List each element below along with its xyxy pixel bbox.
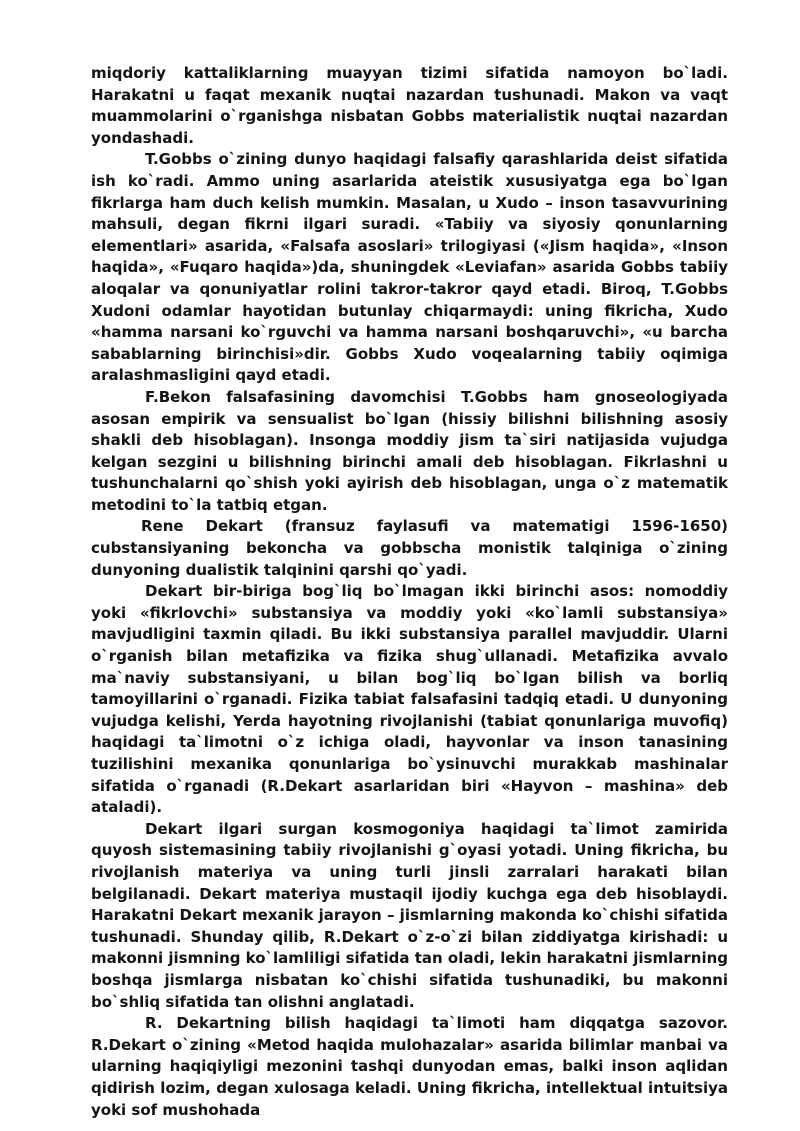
paragraph-dekart-intro: Rene Dekart (fransuz faylasufi va matematigi 1596-1650) cubstansiyaning bekoncha va gobbscha monistik talqiniga o`zining dunyoning dualistik talqinini qarshi qo`yadi. xyxy=(91,517,728,579)
document-body xyxy=(91,63,728,1121)
paragraph-continuation: miqdoriy kattaliklarning muayyan tizimi sifatida namoyon bo`ladi. Harakatni u faqat mexanik nuqtai nazardan tushunadi. Makon va vaqt muammolarini o`rganishga nisbatan Gobbs materialistik nuqtai nazardan yondashadi. xyxy=(91,64,728,147)
paragraph-dekart-cosmogony: Dekart ilgari surgan kosmogoniya haqidagi ta`limot zamirida quyosh sistemasining tabiiy rivojlanishi g`oyasi yotadi. Uning fikricha, bu rivojlanish materiya va uning turli jinsli zarralari harakati bilan belgilanadi. Dekart materiya mustaqil ijodiy kuchga ega deb hisoblaydi. Harakatni Dekart mexanik jarayon – jismlarning makonda ko`chishi sifatida tushunadi. Shunday qilib, R.Dekart o`z-o`zi bilan ziddiyatga kirishadi: u makonni jismning ko`lamliligi sifatida tan oladi, lekin harakatni jismlarning boshqa jismlarga nisbatan ko`chishi sifatida tushunadiki, bu makonni bo`shliq sifatida tan olishni anglatadi. xyxy=(91,819,728,1011)
paragraph-gobbs-deism: T.Gobbs o`zining dunyo haqidagi falsafiy qarashlarida deist sifatida ish ko`radi. Ammo uning asarlarida ateistik xususiyatga ega bo`lgan fikrlarga ham duch kelish mumkin. Masalan, u Xudo – inson tasavvurining mahsuli, degan fikrni ilgari suradi. «Tabiiy va siyosiy qonunlarning elementlari» asarida, «Falsafa asoslari» trilogiyasi («Jism haqida», «Inson haqida», «Fuqaro haqida»)da, shuningdek «Leviafan» asarida Gobbs tabiiy aloqalar va qonuniyatlar rolini takror-takror qayd etadi. Biroq, T.Gobbs Xudoni odamlar hayotidan butunlay chiqarmaydi: uning fikricha, Xudo «hamma narsani ko`rguvchi va hamma narsani boshqaruvchi», «u barcha sabablarning birinchisi»dir. Gobbs Xudo voqealarning tabiiy oqimiga aralashmasligini qayd etadi. xyxy=(91,150,728,385)
paragraph-dekart-substances: Dekart bir-biriga bog`liq bo`lmagan ikki birinchi asos: nomoddiy yoki «fikrlovchi» substansiya va moddiy yoki «ko`lamli substansiya» mavjudligini taxmin qiladi. Bu ikki substansiya parallel mavjuddir. Ularni o`rganish bilan metafizika va fizika shug`ullanadi. Metafizika avvalo ma`naviy substansiyani, u bilan bog`liq bo`lgan bilish va borliq tamoyillarini o`rganadi. Fizika tabiat falsafasini tadqiq etadi. U dunyoning vujudga kelishi, Yerda hayotning rivojlanishi (tabiat qonunlariga muvofiq) haqidagi ta`limotni o`z ichiga oladi, hayvonlar va inson tanasining tuzilishini mexanika qonunlariga bo`ysinuvchi murakkab mashinalar sifatida o`rganadi (R.Dekart asarlaridan biri «Hayvon – mashina» deb ataladi). xyxy=(91,582,728,817)
paragraph-gobbs-gnoseology: F.Bekon falsafasining davomchisi T.Gobbs ham gnoseologiyada asosan empirik va sensualist bo`lgan (hissiy bilishni bilishning asosiy shakli deb hisoblagan). Insonga moddiy jism ta`siri natijasida vujudga kelgan sezgini u bilishning birinchi amali deb hisoblagan. Fikrlashni u tushunchalarni qo`shish yoki ayirish deb hisoblagan, unga o`z matematik metodini to`la tatbiq etgan. xyxy=(91,387,728,514)
paragraph-dekart-knowledge: R. Dekartning bilish haqidagi ta`limoti ham diqqatga sazovor. R.Dekart o`zining «Metod haqida mulohazalar» asarida bilimlar manbai va ularning haqiqiyligi mezonini tashqi dunyodan emas, balki inson aqlidan qidirish lozim, degan xulosaga keladi. Uning fikricha, intellektual intuitsiya yoki sof mushohada xyxy=(91,1014,728,1119)
